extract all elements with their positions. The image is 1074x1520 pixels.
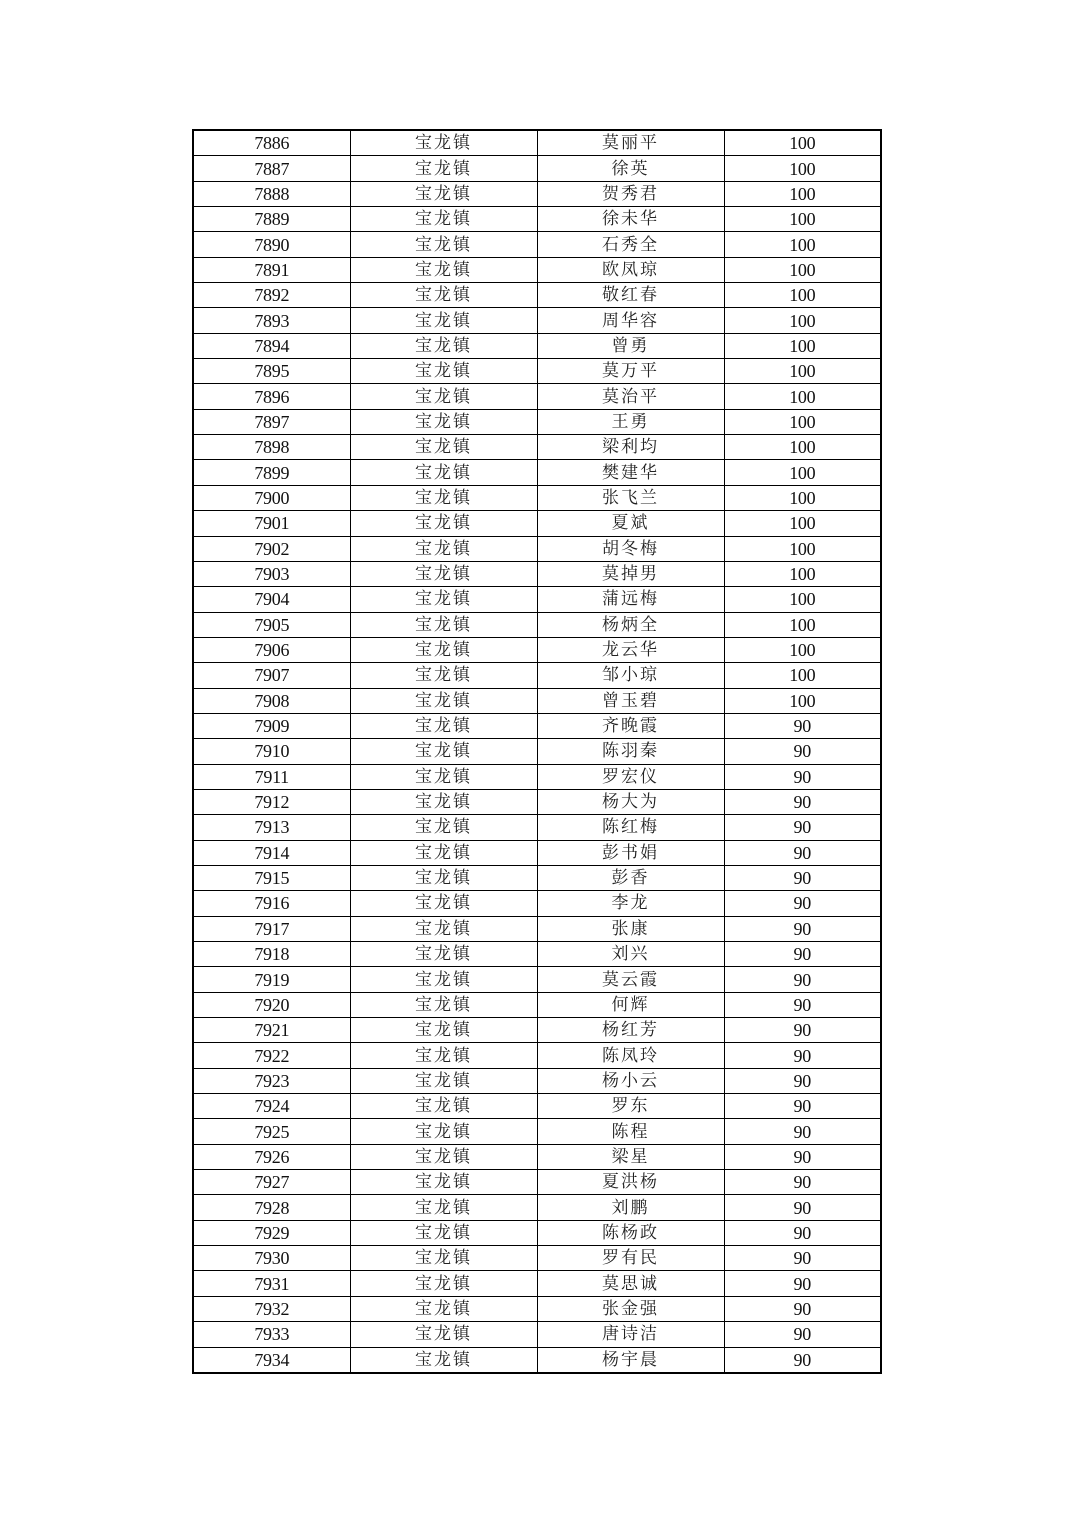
person-name-cell: 陈羽秦: [537, 739, 724, 764]
table-row: [193, 130, 881, 156]
serial-number-cell: 7887: [193, 156, 350, 181]
serial-number-cell: 7922: [193, 1043, 350, 1068]
person-name-cell: 彭香: [537, 865, 724, 890]
table-row: [193, 891, 881, 916]
serial-number-cell: 7926: [193, 1144, 350, 1169]
table-row: [193, 257, 881, 282]
amount-cell: 90: [724, 1018, 881, 1043]
amount-cell: 90: [724, 1119, 881, 1144]
table-row: [193, 713, 881, 738]
person-name-cell: 杨炳全: [537, 612, 724, 637]
amount-cell: 100: [724, 409, 881, 434]
serial-number-cell: 7911: [193, 764, 350, 789]
amount-cell: 90: [724, 739, 881, 764]
person-name-cell: 齐晚霞: [537, 713, 724, 738]
town-cell: 宝龙镇: [350, 967, 537, 992]
table-row: [193, 283, 881, 308]
amount-cell: 100: [724, 359, 881, 384]
serial-number-cell: 7913: [193, 815, 350, 840]
amount-cell: 90: [724, 891, 881, 916]
serial-number-cell: 7892: [193, 283, 350, 308]
amount-cell: 90: [724, 713, 881, 738]
table-row: [193, 612, 881, 637]
person-name-cell: 曾勇: [537, 333, 724, 358]
person-name-cell: 杨宇晨: [537, 1347, 724, 1373]
town-cell: 宝龙镇: [350, 1068, 537, 1093]
table-row: [193, 1018, 881, 1043]
serial-number-cell: 7912: [193, 789, 350, 814]
person-name-cell: 敬红春: [537, 283, 724, 308]
table-row: [193, 1094, 881, 1119]
serial-number-cell: 7905: [193, 612, 350, 637]
town-cell: 宝龙镇: [350, 130, 537, 156]
person-name-cell: 陈红梅: [537, 815, 724, 840]
table-row: [193, 384, 881, 409]
serial-number-cell: 7897: [193, 409, 350, 434]
table-row: [193, 942, 881, 967]
amount-cell: 100: [724, 511, 881, 536]
town-cell: 宝龙镇: [350, 612, 537, 637]
town-cell: 宝龙镇: [350, 511, 537, 536]
town-cell: 宝龙镇: [350, 688, 537, 713]
person-name-cell: 罗东: [537, 1094, 724, 1119]
serial-number-cell: 7894: [193, 333, 350, 358]
amount-cell: 90: [724, 916, 881, 941]
serial-number-cell: 7924: [193, 1094, 350, 1119]
town-cell: 宝龙镇: [350, 283, 537, 308]
serial-number-cell: 7921: [193, 1018, 350, 1043]
amount-cell: 100: [724, 485, 881, 510]
table-row: [193, 764, 881, 789]
serial-number-cell: 7901: [193, 511, 350, 536]
town-cell: 宝龙镇: [350, 1322, 537, 1347]
person-name-cell: 刘鹏: [537, 1195, 724, 1220]
table-row: [193, 637, 881, 662]
amount-cell: 90: [724, 1347, 881, 1373]
serial-number-cell: 7932: [193, 1296, 350, 1321]
town-cell: 宝龙镇: [350, 333, 537, 358]
serial-number-cell: 7895: [193, 359, 350, 384]
town-cell: 宝龙镇: [350, 1220, 537, 1245]
amount-cell: 90: [724, 840, 881, 865]
serial-number-cell: 7933: [193, 1322, 350, 1347]
amount-cell: 90: [724, 789, 881, 814]
serial-number-cell: 7914: [193, 840, 350, 865]
town-cell: 宝龙镇: [350, 840, 537, 865]
town-cell: 宝龙镇: [350, 232, 537, 257]
amount-cell: 100: [724, 637, 881, 662]
amount-cell: 100: [724, 232, 881, 257]
table-row: [193, 992, 881, 1017]
serial-number-cell: 7928: [193, 1195, 350, 1220]
table-row: [193, 1068, 881, 1093]
person-name-cell: 刘兴: [537, 942, 724, 967]
town-cell: 宝龙镇: [350, 308, 537, 333]
person-name-cell: 莫云霞: [537, 967, 724, 992]
table-row: [193, 1220, 881, 1245]
town-cell: 宝龙镇: [350, 1296, 537, 1321]
serial-number-cell: 7931: [193, 1271, 350, 1296]
town-cell: 宝龙镇: [350, 942, 537, 967]
town-cell: 宝龙镇: [350, 739, 537, 764]
town-cell: 宝龙镇: [350, 891, 537, 916]
serial-number-cell: 7910: [193, 739, 350, 764]
town-cell: 宝龙镇: [350, 1271, 537, 1296]
table-row: [193, 207, 881, 232]
amount-cell: 90: [724, 992, 881, 1017]
person-name-cell: 莫思诚: [537, 1271, 724, 1296]
person-name-cell: 李龙: [537, 891, 724, 916]
amount-cell: 90: [724, 1195, 881, 1220]
person-name-cell: 莫掉男: [537, 561, 724, 586]
table-row: [193, 1271, 881, 1296]
person-name-cell: 徐未华: [537, 207, 724, 232]
amount-cell: 90: [724, 1068, 881, 1093]
serial-number-cell: 7889: [193, 207, 350, 232]
person-name-cell: 张飞兰: [537, 485, 724, 510]
table-row: [193, 1144, 881, 1169]
table-row: [193, 688, 881, 713]
amount-cell: 100: [724, 663, 881, 688]
town-cell: 宝龙镇: [350, 257, 537, 282]
amount-cell: 90: [724, 967, 881, 992]
town-cell: 宝龙镇: [350, 916, 537, 941]
serial-number-cell: 7908: [193, 688, 350, 713]
amount-cell: 100: [724, 435, 881, 460]
serial-number-cell: 7900: [193, 485, 350, 510]
town-cell: 宝龙镇: [350, 663, 537, 688]
table-row: [193, 1170, 881, 1195]
serial-number-cell: 7898: [193, 435, 350, 460]
table-row: [193, 435, 881, 460]
amount-cell: 90: [724, 1296, 881, 1321]
serial-number-cell: 7917: [193, 916, 350, 941]
amount-cell: 100: [724, 460, 881, 485]
serial-number-cell: 7907: [193, 663, 350, 688]
serial-number-cell: 7916: [193, 891, 350, 916]
serial-number-cell: 7902: [193, 536, 350, 561]
amount-cell: 90: [724, 764, 881, 789]
town-cell: 宝龙镇: [350, 789, 537, 814]
serial-number-cell: 7918: [193, 942, 350, 967]
person-name-cell: 梁利均: [537, 435, 724, 460]
person-name-cell: 莫万平: [537, 359, 724, 384]
amount-cell: 90: [724, 865, 881, 890]
table-row: [193, 739, 881, 764]
amount-cell: 100: [724, 384, 881, 409]
amount-cell: 90: [724, 1094, 881, 1119]
serial-number-cell: 7920: [193, 992, 350, 1017]
amount-cell: 90: [724, 1170, 881, 1195]
person-name-cell: 莫治平: [537, 384, 724, 409]
amount-cell: 100: [724, 207, 881, 232]
table-row: [193, 1296, 881, 1321]
serial-number-cell: 7934: [193, 1347, 350, 1373]
person-name-cell: 何辉: [537, 992, 724, 1017]
serial-number-cell: 7886: [193, 130, 350, 156]
town-cell: 宝龙镇: [350, 992, 537, 1017]
person-name-cell: 徐英: [537, 156, 724, 181]
town-cell: 宝龙镇: [350, 1347, 537, 1373]
table-row: [193, 308, 881, 333]
amount-cell: 90: [724, 815, 881, 840]
amount-cell: 90: [724, 1220, 881, 1245]
person-name-cell: 贺秀君: [537, 181, 724, 206]
person-name-cell: 张金强: [537, 1296, 724, 1321]
town-cell: 宝龙镇: [350, 181, 537, 206]
town-cell: 宝龙镇: [350, 536, 537, 561]
person-name-cell: 蒲远梅: [537, 587, 724, 612]
amount-cell: 100: [724, 257, 881, 282]
table-row: [193, 663, 881, 688]
amount-cell: 90: [724, 1271, 881, 1296]
serial-number-cell: 7893: [193, 308, 350, 333]
table-row: [193, 789, 881, 814]
town-cell: 宝龙镇: [350, 460, 537, 485]
amount-cell: 100: [724, 612, 881, 637]
person-name-cell: 罗有民: [537, 1246, 724, 1271]
person-name-cell: 罗宏仪: [537, 764, 724, 789]
town-cell: 宝龙镇: [350, 207, 537, 232]
serial-number-cell: 7888: [193, 181, 350, 206]
person-name-cell: 杨小云: [537, 1068, 724, 1093]
table-row: [193, 815, 881, 840]
table-row: [193, 865, 881, 890]
table-row: [193, 511, 881, 536]
town-cell: 宝龙镇: [350, 561, 537, 586]
amount-cell: 90: [724, 1144, 881, 1169]
person-name-cell: 陈杨政: [537, 1220, 724, 1245]
amount-cell: 100: [724, 561, 881, 586]
amount-cell: 90: [724, 1246, 881, 1271]
person-name-cell: 杨红芳: [537, 1018, 724, 1043]
town-cell: 宝龙镇: [350, 359, 537, 384]
person-name-cell: 王勇: [537, 409, 724, 434]
town-cell: 宝龙镇: [350, 713, 537, 738]
table-row: [193, 1195, 881, 1220]
table-row: [193, 1246, 881, 1271]
table-row: [193, 181, 881, 206]
subsidy-roster-table: [192, 129, 882, 1374]
table-row: [193, 359, 881, 384]
person-name-cell: 唐诗洁: [537, 1322, 724, 1347]
amount-cell: 100: [724, 130, 881, 156]
person-name-cell: 樊建华: [537, 460, 724, 485]
serial-number-cell: 7904: [193, 587, 350, 612]
amount-cell: 100: [724, 688, 881, 713]
amount-cell: 90: [724, 942, 881, 967]
amount-cell: 100: [724, 283, 881, 308]
serial-number-cell: 7890: [193, 232, 350, 257]
amount-cell: 90: [724, 1043, 881, 1068]
person-name-cell: 曾玉碧: [537, 688, 724, 713]
table-row: [193, 967, 881, 992]
serial-number-cell: 7906: [193, 637, 350, 662]
table-row: [193, 232, 881, 257]
serial-number-cell: 7930: [193, 1246, 350, 1271]
person-name-cell: 夏洪杨: [537, 1170, 724, 1195]
person-name-cell: 石秀全: [537, 232, 724, 257]
serial-number-cell: 7927: [193, 1170, 350, 1195]
table-row: [193, 485, 881, 510]
table-body: [193, 130, 881, 1373]
table-row: [193, 409, 881, 434]
town-cell: 宝龙镇: [350, 485, 537, 510]
amount-cell: 100: [724, 333, 881, 358]
person-name-cell: 陈程: [537, 1119, 724, 1144]
town-cell: 宝龙镇: [350, 1246, 537, 1271]
serial-number-cell: 7919: [193, 967, 350, 992]
town-cell: 宝龙镇: [350, 384, 537, 409]
town-cell: 宝龙镇: [350, 1043, 537, 1068]
town-cell: 宝龙镇: [350, 156, 537, 181]
person-name-cell: 莫丽平: [537, 130, 724, 156]
table-row: [193, 1322, 881, 1347]
serial-number-cell: 7891: [193, 257, 350, 282]
person-name-cell: 杨大为: [537, 789, 724, 814]
person-name-cell: 周华容: [537, 308, 724, 333]
person-name-cell: 陈凤玲: [537, 1043, 724, 1068]
table-row: [193, 840, 881, 865]
town-cell: 宝龙镇: [350, 1170, 537, 1195]
town-cell: 宝龙镇: [350, 1094, 537, 1119]
town-cell: 宝龙镇: [350, 409, 537, 434]
table-row: [193, 536, 881, 561]
amount-cell: 100: [724, 156, 881, 181]
table-row: [193, 916, 881, 941]
table-row: [193, 156, 881, 181]
town-cell: 宝龙镇: [350, 1144, 537, 1169]
serial-number-cell: 7909: [193, 713, 350, 738]
town-cell: 宝龙镇: [350, 764, 537, 789]
serial-number-cell: 7915: [193, 865, 350, 890]
person-name-cell: 胡冬梅: [537, 536, 724, 561]
serial-number-cell: 7899: [193, 460, 350, 485]
table-row: [193, 333, 881, 358]
table-row: [193, 1043, 881, 1068]
table-row: [193, 460, 881, 485]
person-name-cell: 梁星: [537, 1144, 724, 1169]
town-cell: 宝龙镇: [350, 865, 537, 890]
person-name-cell: 邹小琼: [537, 663, 724, 688]
town-cell: 宝龙镇: [350, 587, 537, 612]
table-row: [193, 587, 881, 612]
amount-cell: 100: [724, 181, 881, 206]
table-row: [193, 1119, 881, 1144]
town-cell: 宝龙镇: [350, 1195, 537, 1220]
amount-cell: 100: [724, 536, 881, 561]
town-cell: 宝龙镇: [350, 1018, 537, 1043]
serial-number-cell: 7903: [193, 561, 350, 586]
person-name-cell: 夏斌: [537, 511, 724, 536]
town-cell: 宝龙镇: [350, 1119, 537, 1144]
person-name-cell: 张康: [537, 916, 724, 941]
amount-cell: 100: [724, 587, 881, 612]
person-name-cell: 欧凤琼: [537, 257, 724, 282]
serial-number-cell: 7923: [193, 1068, 350, 1093]
person-name-cell: 彭书娟: [537, 840, 724, 865]
table-row: [193, 1347, 881, 1373]
town-cell: 宝龙镇: [350, 637, 537, 662]
table-row: [193, 561, 881, 586]
town-cell: 宝龙镇: [350, 815, 537, 840]
serial-number-cell: 7896: [193, 384, 350, 409]
person-name-cell: 龙云华: [537, 637, 724, 662]
serial-number-cell: 7925: [193, 1119, 350, 1144]
amount-cell: 90: [724, 1322, 881, 1347]
amount-cell: 100: [724, 308, 881, 333]
town-cell: 宝龙镇: [350, 435, 537, 460]
serial-number-cell: 7929: [193, 1220, 350, 1245]
